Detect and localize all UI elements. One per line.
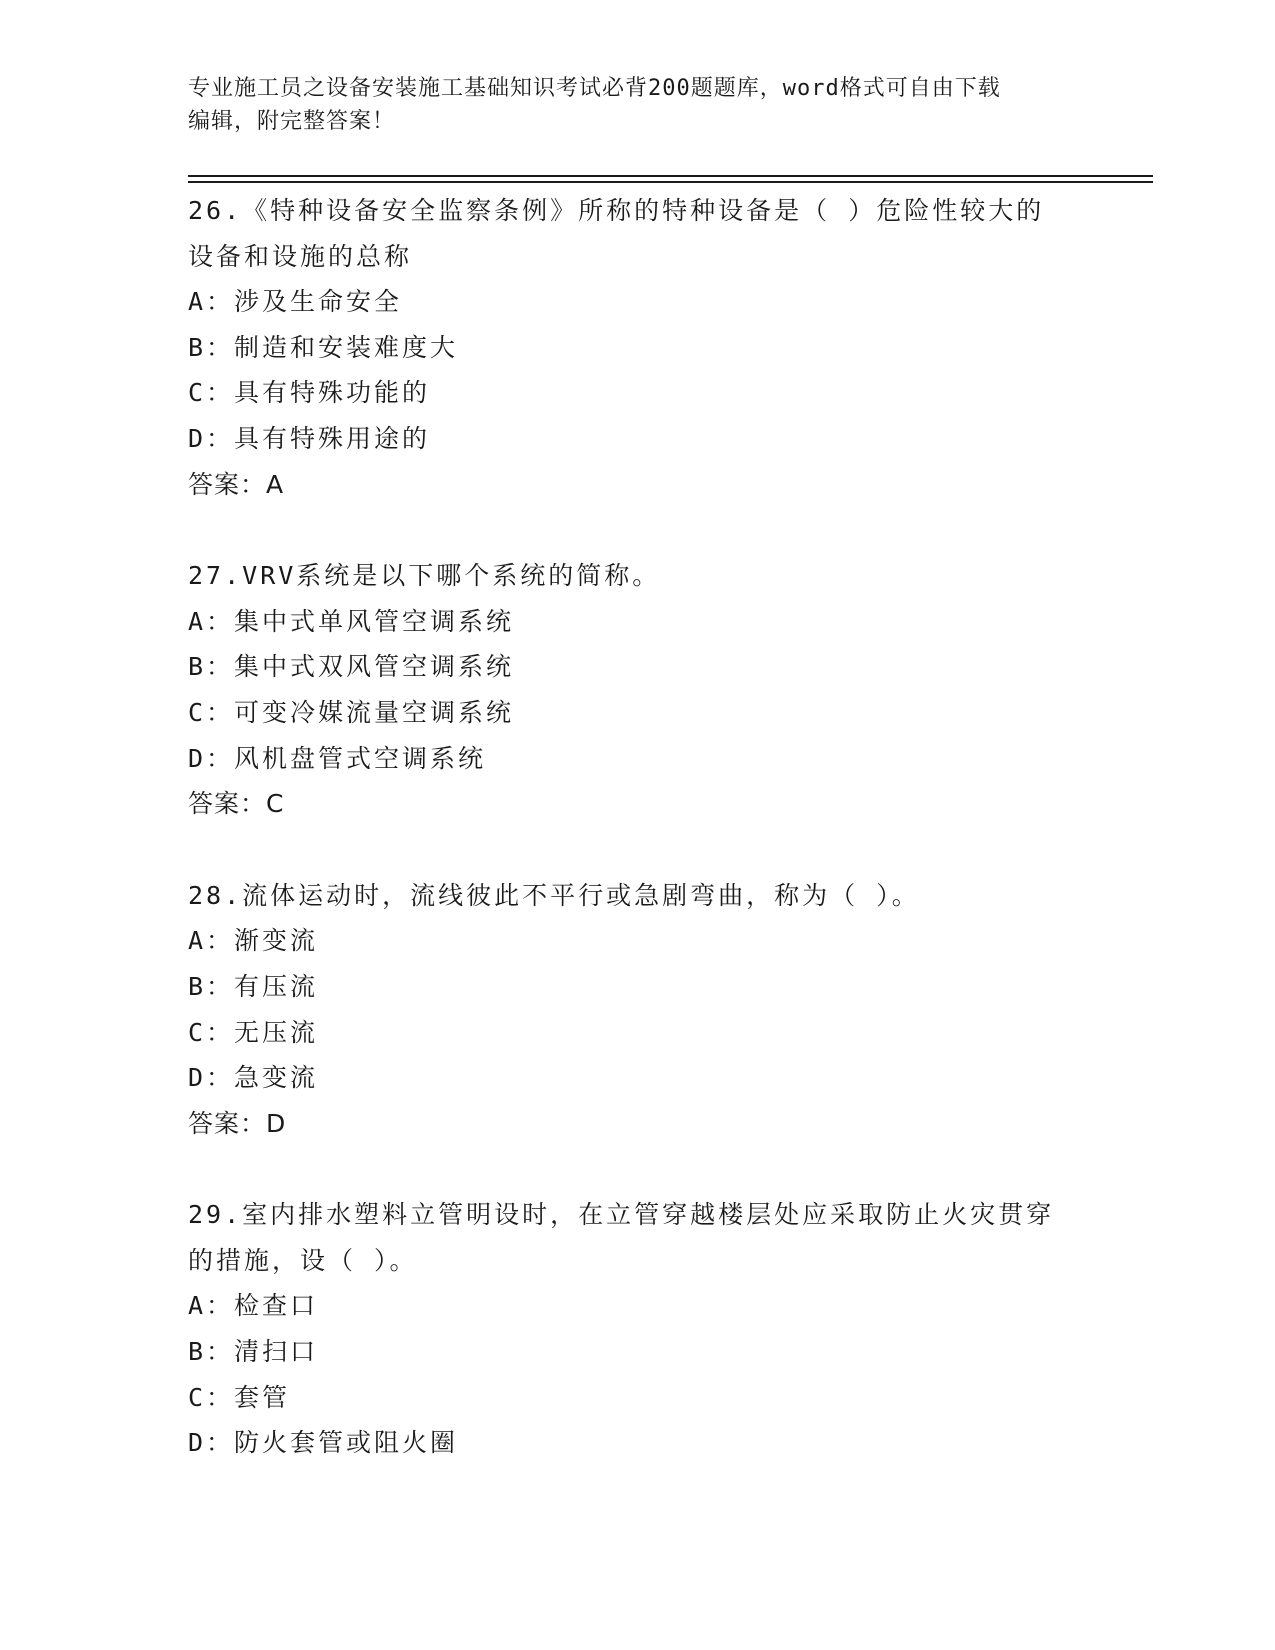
option-c: C：可变冷媒流量空调系统 — [188, 697, 515, 727]
option-d: D：防火套管或阻火圈 — [188, 1428, 459, 1458]
option-b: B：制造和安装难度大 — [188, 332, 459, 362]
header-divider-top — [188, 175, 1153, 177]
option-c: C：无压流 — [188, 1017, 319, 1047]
option-b: B：集中式双风管空调系统 — [188, 652, 515, 682]
option-d: D：急变流 — [188, 1063, 319, 1093]
option-d: D：具有特殊用途的 — [188, 423, 431, 453]
option-d: D：风机盘管式空调系统 — [188, 743, 487, 773]
answer: 答案：A — [188, 469, 285, 499]
question-26 — [188, 188, 1088, 507]
question-stem: 27.VRV系统是以下哪个系统的简称。 — [188, 561, 661, 591]
option-a: A：集中式单风管空调系统 — [188, 606, 515, 636]
question-stem-continued: 的措施，设（ ）。 — [188, 1245, 418, 1275]
question-stem: 26.《特种设备安全监察条例》所称的特种设备是（ ）危险性较大的 — [188, 196, 1045, 225]
option-c: C：具有特殊功能的 — [188, 378, 431, 408]
question-stem-continued: 设备和设施的总称 — [188, 241, 413, 271]
header-divider-bottom — [188, 181, 1153, 183]
question-list — [188, 188, 1088, 1512]
option-b: B：清扫口 — [188, 1337, 319, 1367]
header-line-1: 专业施工员之设备安装施工基础知识考试必背200题题库，word格式可自由下载 — [188, 76, 1001, 101]
question-29 — [188, 1192, 1088, 1466]
question-stem: 28.流体运动时，流线彼此不平行或急剧弯曲，称为（ ）。 — [188, 880, 920, 910]
answer: 答案：C — [188, 789, 285, 819]
document-header — [188, 72, 1068, 138]
header-line-2: 编辑，附完整答案！ — [188, 109, 396, 134]
option-a: A：涉及生命安全 — [188, 287, 403, 317]
question-28 — [188, 873, 1088, 1147]
option-c: C：套管 — [188, 1382, 291, 1412]
question-27 — [188, 553, 1088, 827]
answer: 答案：D — [188, 1108, 287, 1138]
question-stem: 29.室内排水塑料立管明设时，在立管穿越楼层处应采取防止火灾贯穿 — [188, 1200, 1055, 1230]
option-a: A：检查口 — [188, 1291, 319, 1321]
option-b: B：有压流 — [188, 971, 319, 1001]
option-a: A：渐变流 — [188, 926, 319, 956]
